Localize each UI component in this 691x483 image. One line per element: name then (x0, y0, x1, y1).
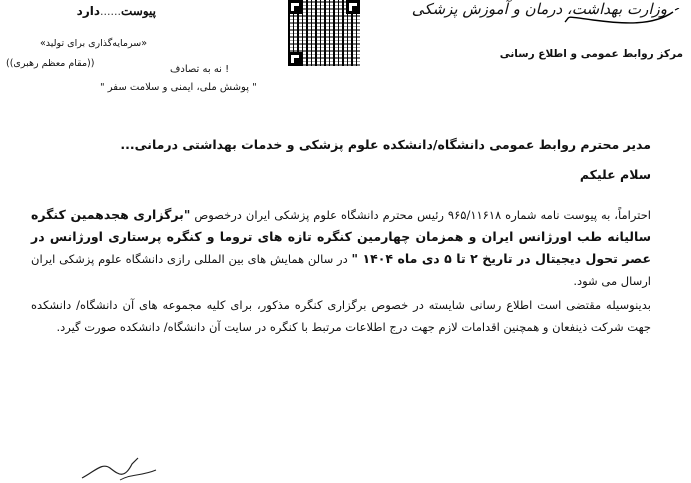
qr-code-icon (288, 0, 360, 66)
qr-finder-icon (288, 52, 302, 66)
greeting: سلام علیکم (579, 167, 651, 182)
congress-title: "برگزاری هجدهمین کنگره سالیانه طب اورژانس ایران و همزمان چهارمین کنگره تازه های تروما و کنگره پرستاری اورژانس در عصر تحول دیجیتال در تاریخ ۲ تا ۵ دی ماه ۱۴۰۴ " (31, 207, 651, 266)
slogan-source: ((مقام معظم رهبری)) (6, 58, 95, 69)
ministry-logo-text: وزارت بهداشت، درمان و آموزش پزشکی (411, 0, 667, 18)
signature-icon (80, 454, 160, 482)
ministry-logo-icon (563, 8, 683, 28)
attachment-dots: ...... (100, 5, 121, 18)
year-slogan: «سرمایه‌گذاری برای تولید» (40, 38, 148, 49)
qr-finder-icon (346, 0, 360, 14)
ministry-logo (411, 0, 691, 70)
campaign-note: ! نه به تصادف (170, 64, 230, 75)
attachment-label: پیوست (121, 4, 156, 18)
campaign-note-2: " پوشش ملی، ایمنی و سلامت سفر " (100, 82, 257, 93)
paragraph-2: بدینوسیله مقتضی است اطلاع رسانی شایسته در خصوص برگزاری کنگره مذکور، برای کلیه مجموعه های آن دانشگاه/ دانشکده جهت شرکت ذینفعان و همچنین اقدامات لازم جهت درج اطلاعات مرتبط با کنگره در سایت آن دانشگاه/ دانشکده صورت گیرد. (31, 298, 651, 334)
center-name: مرکز روابط عمومی و اطلاع رسانی (499, 48, 683, 60)
recipient-line: مدیر محترم روابط عمومی دانشگاه/دانشکده علوم پزشکی و خدمات بهداشتی درمانی... (120, 137, 651, 152)
paragraph-1 (31, 204, 651, 292)
attachment-line (36, 0, 156, 18)
paragraph-1-start: احتراماً، به پیوست نامه شماره ۹۶۵/۱۱۶۱۸ رئیس محترم دانشگاه علوم پزشکی ایران درخصوص (190, 208, 651, 222)
letter-body (31, 137, 651, 338)
attachment-value: دارد (76, 4, 101, 18)
qr-finder-icon (288, 0, 302, 14)
paragraph-1-end: در سالن همایش های بین المللی رازی دانشگاه علوم پزشکی ایران ارسال می شود. (31, 252, 651, 288)
